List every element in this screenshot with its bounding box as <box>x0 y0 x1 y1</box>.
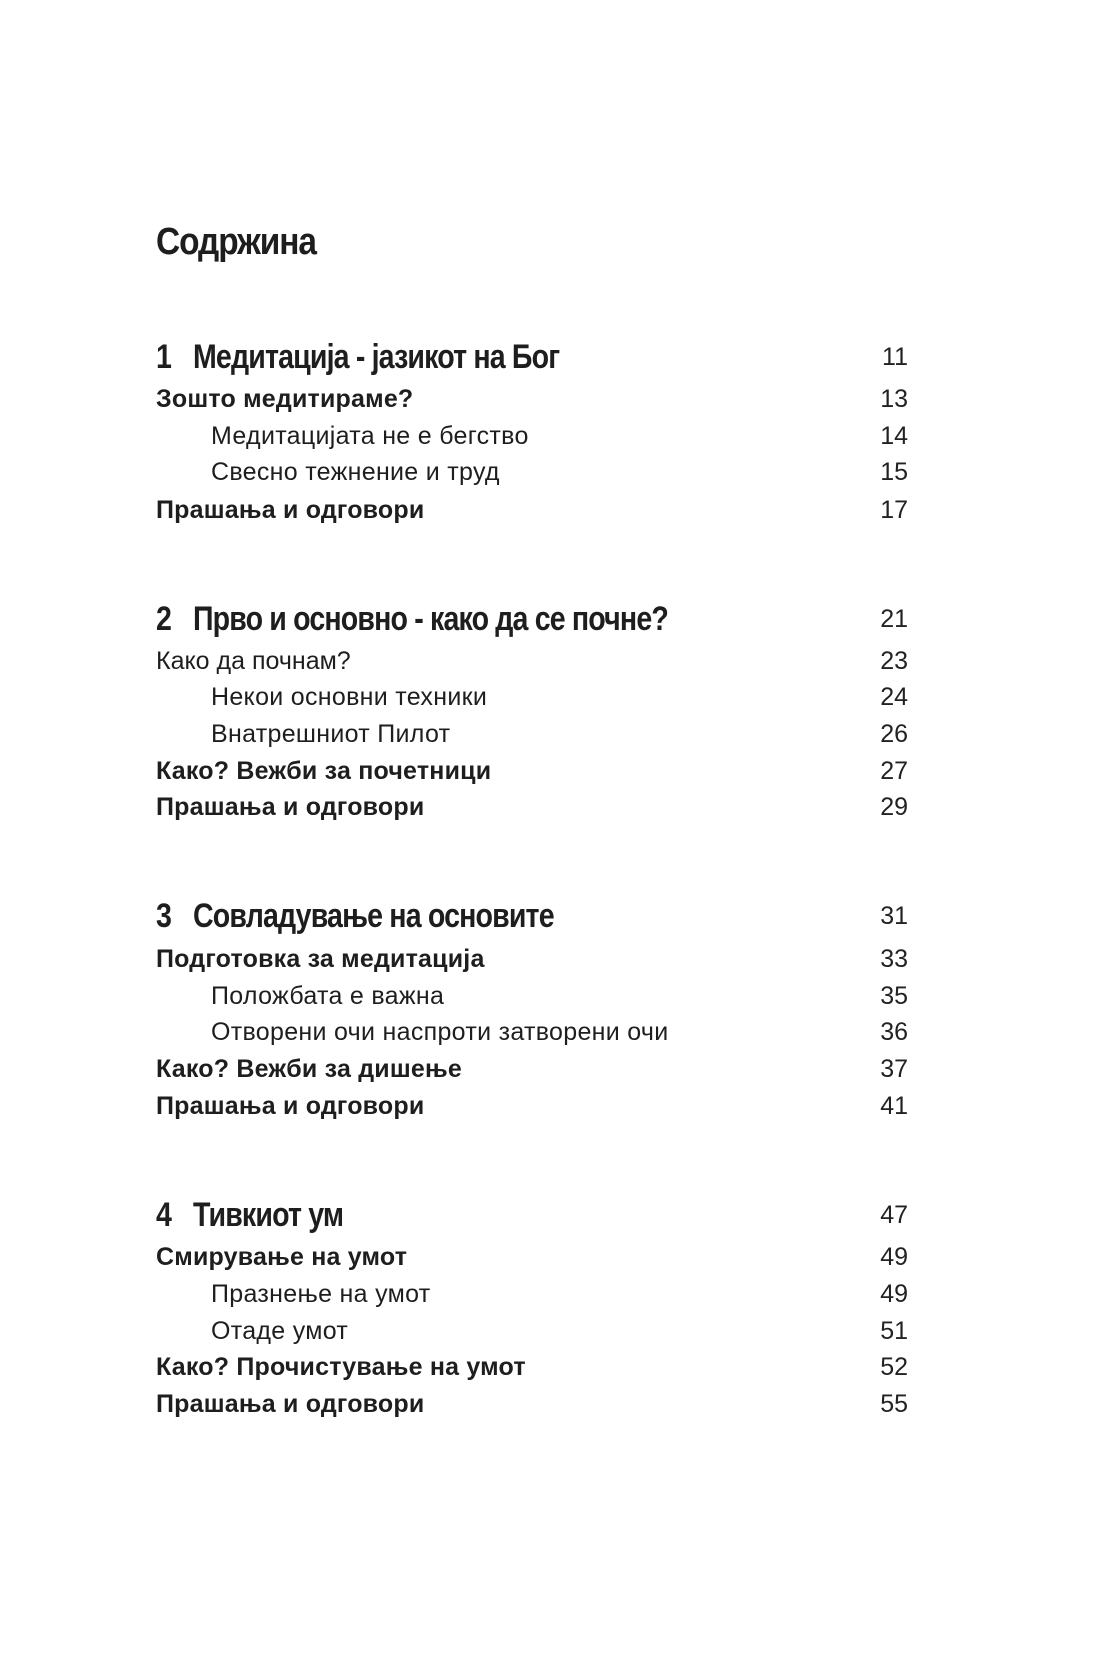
toc-chapter-3[interactable] <box>156 898 908 934</box>
chapter-title: Медитација - јазикот на Бог <box>192 338 560 376</box>
page-number: 37 <box>880 1055 908 1083</box>
toc-entry[interactable] <box>156 381 908 417</box>
entry-title: Прашања и одговори <box>156 1092 425 1120</box>
page-number: 13 <box>880 385 908 413</box>
chapter-heading <box>156 1197 343 1233</box>
chapter-title: Прво и основно - како да се почне? <box>192 600 668 638</box>
entry-title: Внатрешниот Пилот <box>211 720 451 748</box>
toc-entry[interactable] <box>156 1313 908 1349</box>
toc-chapter-4[interactable] <box>156 1197 908 1233</box>
page-number: 49 <box>880 1243 908 1271</box>
page-number: 55 <box>880 1390 908 1418</box>
toc-entry[interactable] <box>156 1239 908 1275</box>
toc-entry[interactable] <box>156 418 908 454</box>
page-number: 29 <box>880 793 908 821</box>
entry-title: Отаде умот <box>211 1317 349 1345</box>
chapter-heading <box>156 601 668 637</box>
entry-title: Празнење на умот <box>211 1280 431 1308</box>
page-number: 15 <box>880 458 908 486</box>
entry-title: Некои основни техники <box>211 683 488 711</box>
toc-entry[interactable] <box>156 753 908 789</box>
entry-title: Прашања и одговори <box>156 1390 425 1418</box>
chapter-number: 2 <box>156 600 172 638</box>
entry-title: Смирување на умот <box>156 1243 408 1271</box>
chapter-heading <box>156 898 554 934</box>
page-number: 11 <box>882 343 908 371</box>
toc-entry[interactable] <box>156 679 908 715</box>
toc-chapter-2[interactable] <box>156 601 908 637</box>
page-number: 21 <box>880 605 908 633</box>
page-number: 36 <box>880 1018 908 1046</box>
toc-entry[interactable] <box>156 978 908 1014</box>
entry-title: Медитацијата не е бегство <box>211 422 529 450</box>
page-number: 26 <box>880 720 908 748</box>
chapter-number: 4 <box>156 1196 172 1234</box>
entry-title: Прашања и одговори <box>156 793 425 821</box>
entry-title: Како? Вежби за почетници <box>156 757 492 785</box>
chapter-heading <box>156 339 559 375</box>
entry-title: Отворени очи наспроти затворени очи <box>211 1018 669 1046</box>
toc-chapter-1[interactable] <box>156 339 908 375</box>
page-title: Содржина <box>156 221 316 263</box>
toc-entry[interactable] <box>156 1386 908 1422</box>
chapter-number: 1 <box>156 338 172 376</box>
chapter-number: 3 <box>156 897 172 935</box>
toc-entry[interactable] <box>156 1051 908 1087</box>
toc-entry[interactable] <box>156 941 908 977</box>
entry-title: Прашања и одговори <box>156 496 425 524</box>
page-number: 33 <box>880 945 908 973</box>
page-number: 24 <box>880 683 908 711</box>
page-number: 31 <box>880 902 908 930</box>
toc-entry[interactable] <box>156 643 908 679</box>
toc-entry[interactable] <box>156 492 908 528</box>
toc-entry[interactable] <box>156 454 908 490</box>
page-number: 47 <box>880 1201 908 1229</box>
chapter-title: Тивкиот ум <box>192 1196 344 1234</box>
page-number: 41 <box>880 1092 908 1120</box>
entry-title: Како? Вежби за дишење <box>156 1055 462 1083</box>
page-number: 23 <box>880 647 908 675</box>
toc-entry[interactable] <box>156 1014 908 1050</box>
entry-title: Свесно тежнение и труд <box>211 458 500 486</box>
entry-title: Зошто медитираме? <box>156 385 414 413</box>
page-number: 51 <box>880 1317 908 1345</box>
page-number: 27 <box>880 757 908 785</box>
toc-entry[interactable] <box>156 1088 908 1124</box>
page-number: 49 <box>880 1280 908 1308</box>
toc-entry[interactable] <box>156 1349 908 1385</box>
toc-entry[interactable] <box>156 716 908 752</box>
entry-title: Подготовка за медитација <box>156 945 485 973</box>
page-number: 14 <box>880 422 908 450</box>
entry-title: Како? Прочистување на умот <box>156 1353 526 1381</box>
chapter-title: Совладување на основите <box>192 897 554 935</box>
page-number: 52 <box>880 1353 908 1381</box>
entry-title: Положбата е важна <box>211 982 445 1010</box>
page-number: 17 <box>880 496 908 524</box>
toc-entry[interactable] <box>156 1276 908 1312</box>
entry-title: Како да почнам? <box>156 647 351 675</box>
page-number: 35 <box>880 982 908 1010</box>
toc-entry[interactable] <box>156 789 908 825</box>
